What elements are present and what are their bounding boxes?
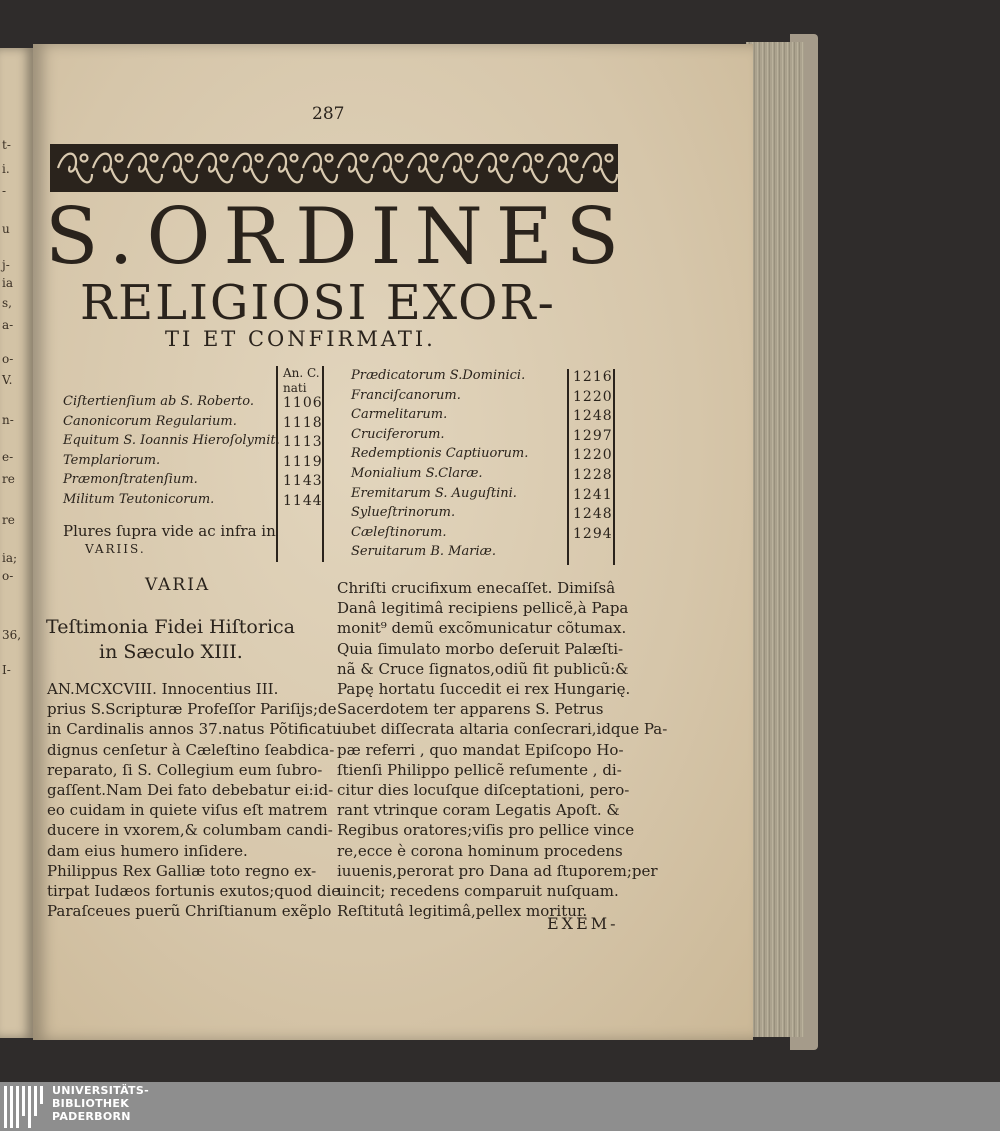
body-text-line: Philippus Rex Galliæ toto regno ex- [47,861,317,880]
order-name: Canonicorum Regularium. [63,413,237,429]
order-name: Sylueſtrinorum. [351,505,456,521]
body-text-line: dignus cenſetur à Cæleſtino ſeabdica- [47,740,335,759]
logo-bar [16,1086,19,1128]
order-year: 1143 [283,473,323,489]
left-margin-fragment: a- [2,318,14,332]
plures-note-varia: VARIIS. [85,542,146,556]
body-text-line: iubet diſſecrata altaria conſecrari,idque Pa- [337,720,668,739]
logo-bar [10,1086,13,1128]
plures-note: Plures ſupra vide ac infra in [63,522,276,540]
logo-bar [4,1086,7,1128]
body-text-line: Papę hortatu ſuccedit ei rex Hungarię. [337,680,631,698]
left-margin-fragment: o- [2,352,14,366]
table-rule [613,369,615,565]
left-page-fragment [0,48,33,1038]
main-title: S.ORDINES [45,192,633,282]
year-header-nati: nati [283,381,307,395]
body-text-line: prius S.Scripturæ Profeſſor Pariſijs;de [47,700,337,719]
order-year: 1248 [573,506,613,523]
order-year: 1220 [573,388,613,405]
left-margin-fragment: ia [2,276,13,290]
library-name-line-2: BIBLIOTHEK [52,1097,130,1110]
order-name: Redemptionis Captiuorum. [351,446,529,462]
order-year: 1297 [573,427,613,444]
left-margin-fragment: e- [2,450,14,464]
body-text-line: Reſtitutâ legitimâ,pellex moritur. [337,902,588,921]
order-year: 1113 [283,434,323,450]
body-text-line: Paraſceues puerũ Chriſtianum exẽplo [47,902,332,921]
order-name: Cæleſtinorum. [351,524,447,540]
order-name: Militum Teutonicorum. [63,491,215,507]
body-text-line: Sacerdotem ter apparens S. Petrus [337,700,604,719]
left-margin-fragment: re [2,472,15,486]
body-text-line: Danâ legitimâ recipiens pellicẽ,à Papa [337,599,629,618]
body-text-line: in Cardinalis annos 37.natus Põtificatu [47,720,342,739]
order-name: Seruitarum B. Mariæ. [351,544,496,560]
decorative-ornament-band [50,144,618,192]
order-name: Templariorum. [63,452,161,468]
left-margin-fragment: s, [2,296,12,310]
body-text-line: ſtienſi Philippo pellicẽ reſumente , di- [337,760,622,779]
left-margin-fragment: o- [2,569,14,583]
library-name-line-1: UNIVERSITÄTS- [52,1084,149,1097]
logo-bar [34,1086,37,1116]
body-text-line: gaſſent.Nam Dei fato debebatur ei:id- [47,781,334,799]
left-margin-fragment: i. [2,162,10,176]
body-text-line: iuuenis,perorat pro Dana ad ſtuporem;per [337,861,658,880]
order-year: 1294 [573,525,613,542]
library-footer-bar [0,1082,1000,1131]
order-year: 1106 [283,395,323,411]
body-text-line: Regibus oratores;viſis pro pellice vince [337,821,635,840]
library-name-line-3: PADERBORN [52,1110,131,1123]
body-text-line: nã & Cruce ſignatos,odiũ fit publicũ:& [337,659,629,678]
body-text-line: tirpat Iudæos fortunis exutos;quod die [47,882,341,900]
table-rule [276,366,278,562]
body-text-line: re,ecce è corona hominum procedens [337,841,623,860]
order-name: Prædicatorum S.Dominici. [351,368,526,383]
order-name: Ciſtertienſium ab S. Roberto. [63,394,255,409]
logo-bar [28,1086,31,1128]
left-margin-fragment: j- [2,258,10,272]
order-year: 1118 [283,414,323,431]
subtitle-line-2: TI ET CONFIRMATI. [165,327,436,351]
section-heading: Teſtimonia Fidei Hiſtorica [46,616,295,638]
library-name [52,1084,149,1123]
logo-bar [40,1086,43,1104]
logo-bar [22,1086,25,1116]
left-margin-fragment: - [2,184,7,198]
order-year: 1241 [573,486,613,503]
section-heading-line-2: in Sæculo XIII. [99,641,243,663]
order-year: 1228 [573,467,613,483]
body-text-line: uincit; recedens comparuit nuſquam. [337,882,619,900]
order-year: 1144 [283,492,323,509]
order-year: 1248 [573,408,613,425]
body-text-line: Chriſti crucifixum enecaſſet. Dimiſsâ [337,579,616,597]
left-margin-fragment: I- [2,663,11,677]
subtitle-line-1: RELIGIOSI EXOR- [80,275,556,331]
varia-heading: VARIA [145,575,211,595]
body-text-line: monit⁹ demũ excõmunicatur cõtumax. [337,619,627,638]
library-logo-icon [4,1086,46,1128]
body-text-line: reparato, ſi S. Collegium eum ſubro- [47,760,323,779]
catchword: EXEM- [547,914,619,933]
left-margin-fragment: re [2,513,15,527]
left-margin-fragment: t- [2,138,11,152]
left-margin-fragment: 36, [2,628,22,642]
order-name: Eremitarum S. Auguſtini. [351,485,517,501]
order-name: Franciſcanorum. [351,387,461,403]
left-margin-fragment: u [2,222,10,236]
order-year: 1220 [573,447,613,464]
page-stack-edges [746,42,804,1037]
order-name: Præmonſtratenſium. [63,472,198,487]
order-name: Monialium S.Claræ. [351,466,483,481]
left-margin-fragment: n- [2,413,14,427]
body-text-line: AN.MCXCVIII. Innocentius III. [47,680,279,698]
body-text-line: citur dies locuſque diſceptationi, pero- [337,781,630,799]
page-number: 287 [312,104,345,124]
order-name: Carmelitarum. [351,407,448,423]
left-margin-fragment: ia; [2,551,18,565]
order-name: Cruciferorum. [351,426,445,442]
body-text-line: ducere in vxorem,& columbam candi- [47,821,333,840]
year-header: An. C. [283,366,320,380]
book-page [33,44,753,1040]
body-text-line: rant vtrinque coram Legatis Apoſt. & [337,801,620,820]
body-text-line: eo cuidam in quiete viſus eſt matrem [47,801,328,820]
body-text-line: pæ referri , quo mandat Epiſcopo Ho- [337,740,624,759]
order-year: 1216 [573,369,613,385]
order-name: Equitum S. Ioannis Hieroſolymit. [63,433,280,448]
body-text-line: Quia ſimulato morbo deſeruit Palæſti- [337,639,624,658]
left-margin-fragment: V. [2,373,13,387]
table-rule [567,369,569,565]
order-year: 1119 [283,453,323,470]
body-text-line: dam eius humero inſidere. [47,841,248,860]
